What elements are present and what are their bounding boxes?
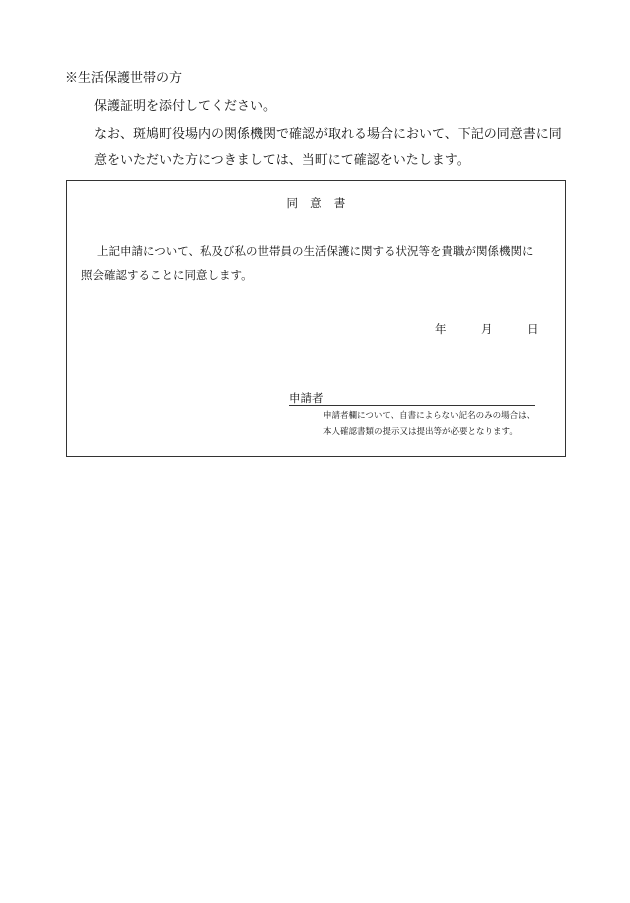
consent-text-line-2: 照会確認することに同意します。 xyxy=(81,268,253,282)
applicant-signature-line[interactable] xyxy=(289,405,535,406)
consent-text-line-1: 上記申請について、私及び私の世帯員の生活保護に関する状況等を貴職が関係機関に xyxy=(97,244,534,258)
section-heading: ※生活保護世帯の方 xyxy=(65,71,183,86)
instruction-paragraph: 保護証明を添付してください。 xyxy=(94,99,277,114)
applicant-note-line-1: 申請者欄について、自書によらない記名のみの場合は、 xyxy=(323,411,536,421)
consent-form-title: 同 意 書 xyxy=(286,196,346,210)
date-day-label: 日 xyxy=(527,322,539,336)
date-month-label: 月 xyxy=(481,322,493,336)
applicant-note-line-2: 本人確認書類の提示又は提出等が必要となります。 xyxy=(323,427,518,437)
note-paragraph-line-1: なお、斑鳩町役場内の関係機関で確認が取れる場合において、下記の同意書に同 xyxy=(94,127,562,142)
note-paragraph-line-2: 意をいただいた方につきましては、当町にて確認をいたします。 xyxy=(94,153,470,168)
date-year-label: 年 xyxy=(435,322,447,336)
applicant-label: 申請者 xyxy=(289,391,324,405)
consent-form-box xyxy=(66,180,566,457)
